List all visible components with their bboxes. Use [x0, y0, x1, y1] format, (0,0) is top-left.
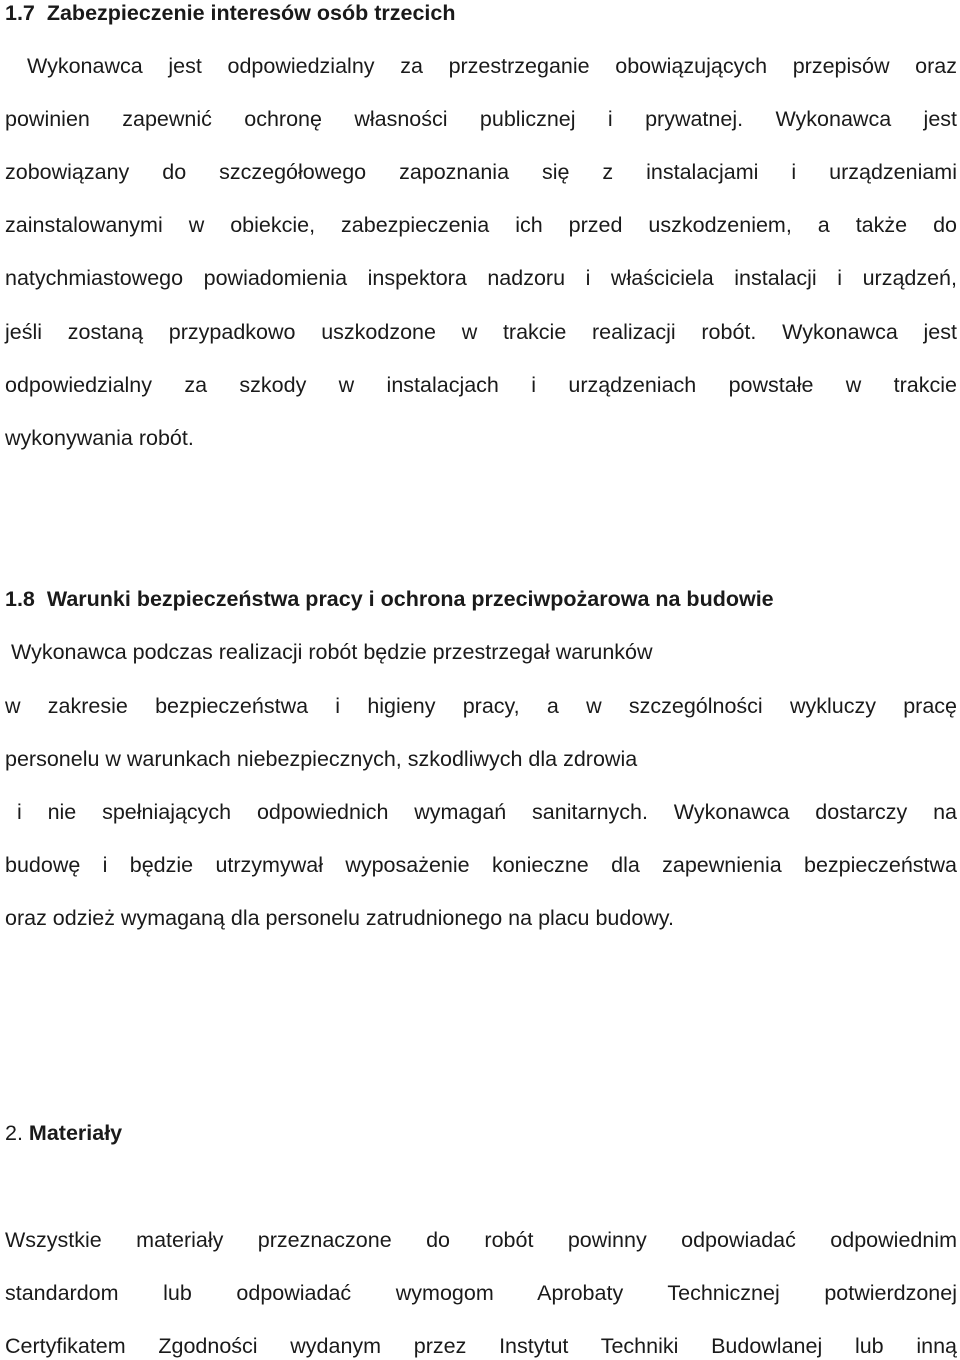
heading-2 — [5, 1120, 957, 1146]
paragraph-line: i nie spełniających odpowiednich wymagań sanitarnych. Wykonawca dostarczy na — [17, 800, 957, 824]
paragraph-line: wykonywania robót. — [5, 426, 194, 450]
heading-title: Warunki bezpieczeństwa pracy i ochrona przeciwpożarowa na budowie — [46, 587, 774, 611]
heading-title: Zabezpieczenie interesów osób trzecich — [46, 1, 456, 25]
heading-1-8 — [5, 586, 957, 612]
paragraph-line: Wykonawca podczas realizacji robót będzie przestrzegał warunków — [11, 640, 653, 664]
paragraph-line: budowę i będzie utrzymywał wyposażenie konieczne dla zapewnienia bezpieczeństwa — [5, 853, 957, 877]
heading-1-7 — [5, 0, 957, 26]
heading-number: 1.7 — [5, 1, 35, 25]
paragraph-line: standardom lub odpowiadać wymogom Aprobaty Technicznej potwierdzonej — [5, 1281, 957, 1305]
paragraph-line: zainstalowanymi w obiekcie, zabezpieczenia ich przed uszkodzeniem, a także do — [5, 213, 957, 237]
paragraph-line: Certyfikatem Zgodności wydanym przez Instytut Techniki Budowlanej lub inną — [5, 1334, 957, 1358]
heading-number: 2. — [5, 1121, 23, 1145]
paragraph-line: jeśli zostaną przypadkowo uszkodzone w trakcie realizacji robót. Wykonawca jest — [5, 320, 957, 344]
heading-title: Materiały — [28, 1121, 123, 1145]
paragraph-line: w zakresie bezpieczeństwa i higieny pracy, a w szczególności wykluczy pracę — [5, 694, 957, 718]
paragraph-line: zobowiązany do szczegółowego zapoznania się z instalacjami i urządzeniami — [5, 160, 957, 184]
paragraph-line: odpowiedzialny za szkody w instalacjach i urządzeniach powstałe w trakcie — [5, 373, 957, 397]
paragraph-line: personelu w warunkach niebezpiecznych, szkodliwych dla zdrowia — [5, 747, 638, 771]
paragraph-line: Wszystkie materiały przeznaczone do robót powinny odpowiadać odpowiednim — [5, 1228, 957, 1252]
paragraph-line: oraz odzież wymaganą dla personelu zatrudnionego na placu budowy. — [5, 906, 674, 930]
heading-number: 1.8 — [5, 587, 35, 611]
paragraph-line: natychmiastowego powiadomienia inspektora nadzoru i właściciela instalacji i urządzeń, — [5, 266, 957, 290]
paragraph-line: Wykonawca jest odpowiedzialny za przestrzeganie obowiązujących przepisów oraz — [27, 54, 957, 78]
paragraph-line: powinien zapewnić ochronę własności publicznej i prywatnej. Wykonawca jest — [5, 107, 957, 131]
